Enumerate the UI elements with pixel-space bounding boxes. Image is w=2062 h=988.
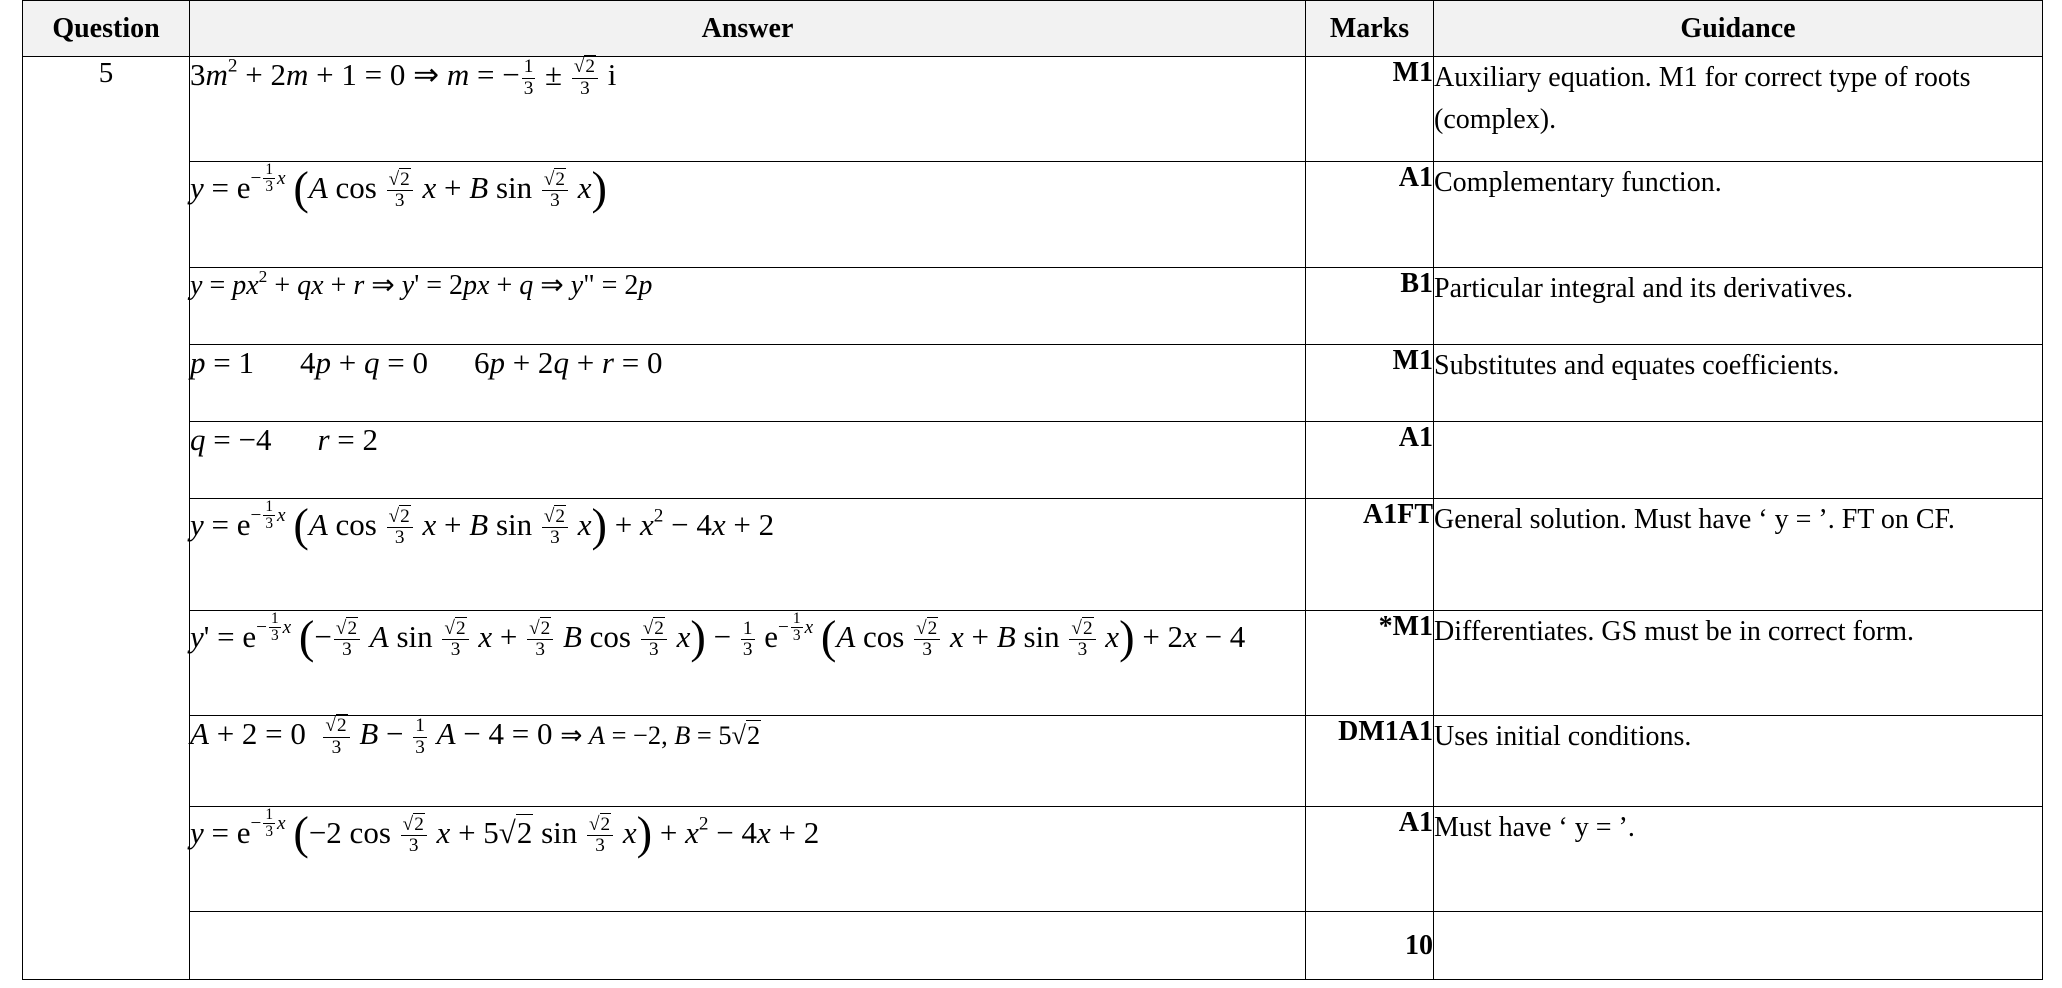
marks-cell: B1	[1306, 268, 1434, 345]
answer-math-1: $3m^2 + 2m + 1 = 0$ ⇒ m = − $\frac{1}{3}$ ± $\frac{√2}{3}$ i	[190, 55, 617, 99]
answer-cell	[190, 716, 1306, 807]
guidance-cell: General solution. Must have ‘ y = ’. FT on CF.	[1434, 499, 2043, 611]
guidance-cell: Complementary function.	[1434, 162, 2043, 268]
marks-cell: DM1A1	[1306, 716, 1434, 807]
total-marks: 10	[1306, 912, 1434, 980]
marks-cell: M1	[1306, 345, 1434, 422]
guidance-cell: Substitutes and equates coefficients.	[1434, 345, 2043, 422]
marks-cell: M1	[1306, 57, 1434, 162]
answer-math-3: $y = px^2$ + qx + r ⇒ y' = 2px + q ⇒ y" = 2p	[190, 266, 653, 301]
guidance-cell: Must have ‘ y = ’.	[1434, 807, 2043, 912]
answer-math-7: $y' = e^{- \frac{1}{3} x}$ (− $\frac{√2}{3}$ A sin $\frac{√2}{3}$ x + $\frac{√2}{3}$ B cos $\frac{√2}{3}$ x) − $\frac{1}{3}$ $e^{- \frac{1}{3} x}$ (A cos $\frac{√2}{3}$ x + B sin $\frac{√2}{3}$ x) + 2x − 4	[190, 610, 1246, 664]
table-row	[23, 268, 2043, 345]
question-number: 5	[23, 57, 190, 980]
answer-cell	[190, 57, 1306, 162]
guidance-cell	[1434, 912, 2043, 980]
marks-cell: A1	[1306, 422, 1434, 499]
guidance-cell: Particular integral and its derivatives.	[1434, 268, 2043, 345]
table-row	[23, 611, 2043, 716]
header-row	[23, 1, 2043, 57]
answer-cell	[190, 807, 1306, 912]
table-row	[23, 422, 2043, 499]
marks-cell: A1	[1306, 807, 1434, 912]
answer-math-5: q = −4 r = 2	[190, 422, 379, 457]
answer-cell	[190, 499, 1306, 611]
answer-cell	[190, 345, 1306, 422]
answer-cell	[190, 422, 1306, 499]
guidance-cell: Uses initial conditions.	[1434, 716, 2043, 807]
guidance-cell	[1434, 422, 2043, 499]
guidance-cell: Auxiliary equation. M1 for correct type of roots (complex).	[1434, 57, 2043, 162]
table-row	[23, 716, 2043, 807]
table-row	[23, 499, 2043, 611]
header-marks: Marks	[1306, 1, 1434, 57]
total-row	[23, 912, 2043, 980]
answer-math-8: A + 2 = 0 $\frac{√2}{3}$ B − $\frac{1}{3}$ A − 4 = 0 ⇒ A = −2, B = 5√2	[190, 715, 761, 758]
marks-cell: *M1	[1306, 611, 1434, 716]
marks-cell: A1FT	[1306, 499, 1434, 611]
table-row	[23, 345, 2043, 422]
answer-cell	[190, 268, 1306, 345]
answer-cell	[190, 611, 1306, 716]
table-row	[23, 57, 2043, 162]
answer-math-6: $y = e^{- \frac{1}{3} x}$ (A cos $\frac{√2}{3}$ x + B sin $\frac{√2}{3}$ $x) + x^2 - 4x + 2$	[190, 498, 775, 552]
marks-cell: A1	[1306, 162, 1434, 268]
mark-scheme-table	[22, 0, 2043, 980]
answer-math-2: $y = e^{- \frac{1}{3} x}$ (A cos $\frac{√2}{3}$ x + B sin $\frac{√2}{3}$ x)	[190, 161, 608, 215]
header-question: Question	[23, 1, 190, 57]
header-guidance: Guidance	[1434, 1, 2043, 57]
table-row	[23, 162, 2043, 268]
guidance-cell: Differentiates. GS must be in correct form.	[1434, 611, 2043, 716]
table-row	[23, 807, 2043, 912]
answer-cell	[190, 912, 1306, 980]
answer-math-9: $y = e^{- \frac{1}{3} x}$ (−2 cos $\frac{√2}{3}$ x + 5√2 sin $\frac{√2}{3}$ $x) + x^2 - 4x + 2$	[190, 806, 820, 860]
answer-cell	[190, 162, 1306, 268]
answer-math-4: p = 1 4p + q = 0 6p + 2q + r = 0	[190, 345, 663, 380]
header-answer: Answer	[190, 1, 1306, 57]
